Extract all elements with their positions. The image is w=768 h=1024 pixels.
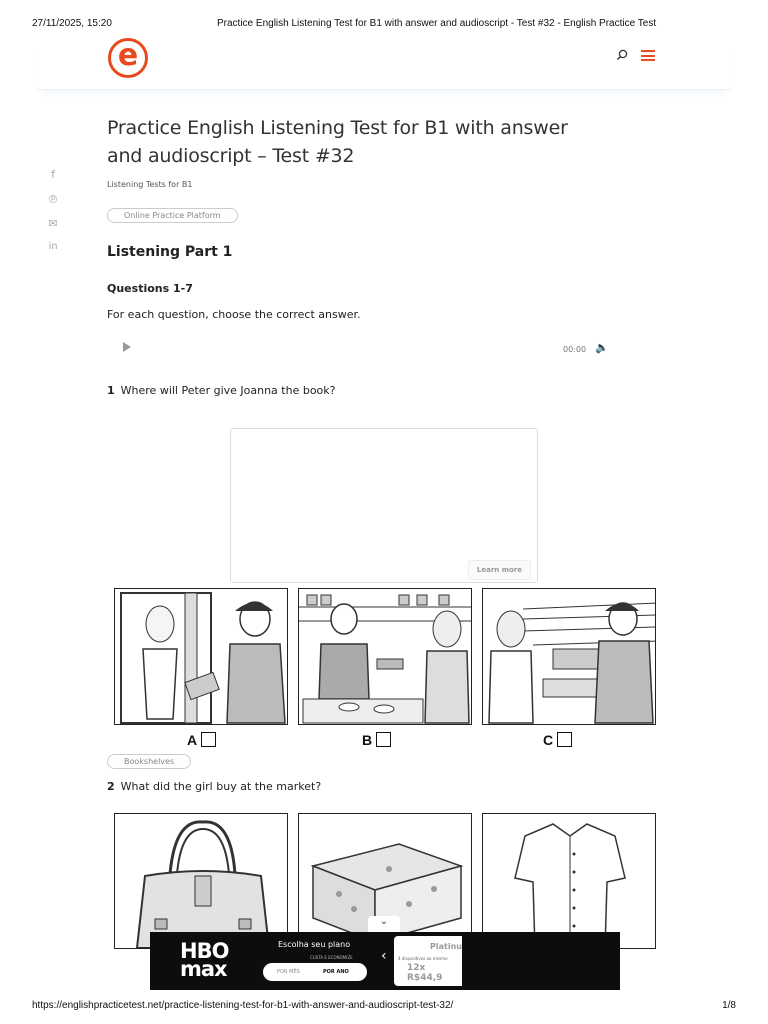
question-2: [107, 780, 321, 793]
yearly-option[interactable]: POR ANO: [323, 969, 349, 975]
option-b-picture: [298, 588, 472, 725]
plan-price: 12x R$44,9: [407, 963, 443, 983]
banner-sub: CUSTA E ECONOMIZE: [310, 955, 353, 960]
plan-name: Platinu: [430, 942, 462, 951]
hbo-max-banner-ad[interactable]: [150, 932, 620, 990]
advertisement-box[interactable]: [230, 428, 538, 583]
tag-bookshelves[interactable]: Bookshelves: [107, 754, 191, 769]
print-doc-title: Practice English Listening Test for B1 with answer and audioscript - Test #32 - English Practice Test: [217, 18, 657, 29]
question-text: What did the girl buy at the market?: [120, 780, 322, 793]
option-c-checkbox[interactable]: [557, 732, 572, 747]
chevron-left-icon[interactable]: ‹: [381, 948, 387, 964]
print-footer: [0, 994, 768, 1024]
ad-learn-more-button[interactable]: Learn more: [468, 560, 531, 580]
page-title: Practice English Listening Test for B1 with answer and audioscript – Test #32: [107, 117, 568, 167]
option-a-label: A: [187, 732, 198, 748]
banner-heading: Escolha seu plano: [278, 940, 351, 949]
option-a-checkbox[interactable]: [201, 732, 216, 747]
question-1: [107, 384, 336, 397]
linkedin-share-icon[interactable]: in: [48, 241, 58, 252]
play-icon[interactable]: [123, 342, 131, 352]
print-date: 27/11/2025, 15:20: [32, 18, 112, 29]
option-b-checkbox[interactable]: [376, 732, 391, 747]
email-share-icon[interactable]: ✉: [48, 217, 58, 230]
collapse-ad-button[interactable]: ⌄: [368, 916, 400, 932]
search-icon[interactable]: [616, 49, 628, 61]
logo-letter: e: [117, 38, 139, 73]
question-number: 1: [107, 384, 115, 397]
facebook-share-icon[interactable]: f: [51, 168, 55, 181]
site-header: [36, 34, 732, 90]
question-text: Where will Peter give Joanna the book?: [120, 384, 336, 397]
section-heading: Listening Part 1: [107, 244, 233, 260]
shirt-illustration: [483, 814, 656, 949]
option-c[interactable]: [543, 732, 572, 748]
audio-time: 00:00: [563, 345, 587, 354]
q2-picture-a: [114, 813, 288, 949]
q2-picture-c: [482, 813, 656, 949]
category-link[interactable]: Listening Tests for B1: [107, 180, 193, 189]
carousel-dots: ●●●: [433, 980, 464, 987]
tag-online-practice[interactable]: Online Practice Platform: [107, 208, 238, 223]
hamburger-menu-icon[interactable]: [641, 50, 655, 61]
option-b[interactable]: [362, 732, 391, 748]
pinterest-share-icon[interactable]: ℗: [47, 193, 59, 206]
site-logo[interactable]: [108, 38, 148, 78]
option-a[interactable]: [187, 732, 216, 748]
print-page-number: 1/8: [722, 1000, 736, 1011]
questions-heading: Questions 1-7: [107, 282, 193, 295]
audio-player: [115, 338, 615, 360]
billing-toggle[interactable]: [263, 963, 367, 981]
print-url: https://englishpracticetest.net/practice-listening-test-for-b1-with-answer-and-audioscript-test-32/: [32, 1000, 454, 1011]
handbag-illustration: [115, 814, 288, 949]
brand-line-2: max: [180, 957, 227, 981]
doorway-scene-illustration: [115, 589, 288, 725]
plan-desc: 4 dispositivos ao mesmo: [398, 956, 448, 961]
monthly-option[interactable]: POR MÊS: [277, 969, 300, 975]
volume-icon[interactable]: 🔈: [595, 341, 609, 354]
option-a-picture: [114, 588, 288, 725]
brand-line-1: HBO: [180, 939, 229, 963]
lecture-hall-scene-illustration: [483, 589, 656, 725]
plan-card[interactable]: [394, 936, 462, 986]
option-c-label: C: [543, 732, 554, 748]
question-number: 2: [107, 780, 115, 793]
option-c-picture: [482, 588, 656, 725]
hbo-max-logo: [180, 939, 229, 981]
cafe-scene-illustration: [299, 589, 472, 725]
option-b-label: B: [362, 732, 373, 748]
instruction-text: For each question, choose the correct answer.: [107, 308, 361, 321]
